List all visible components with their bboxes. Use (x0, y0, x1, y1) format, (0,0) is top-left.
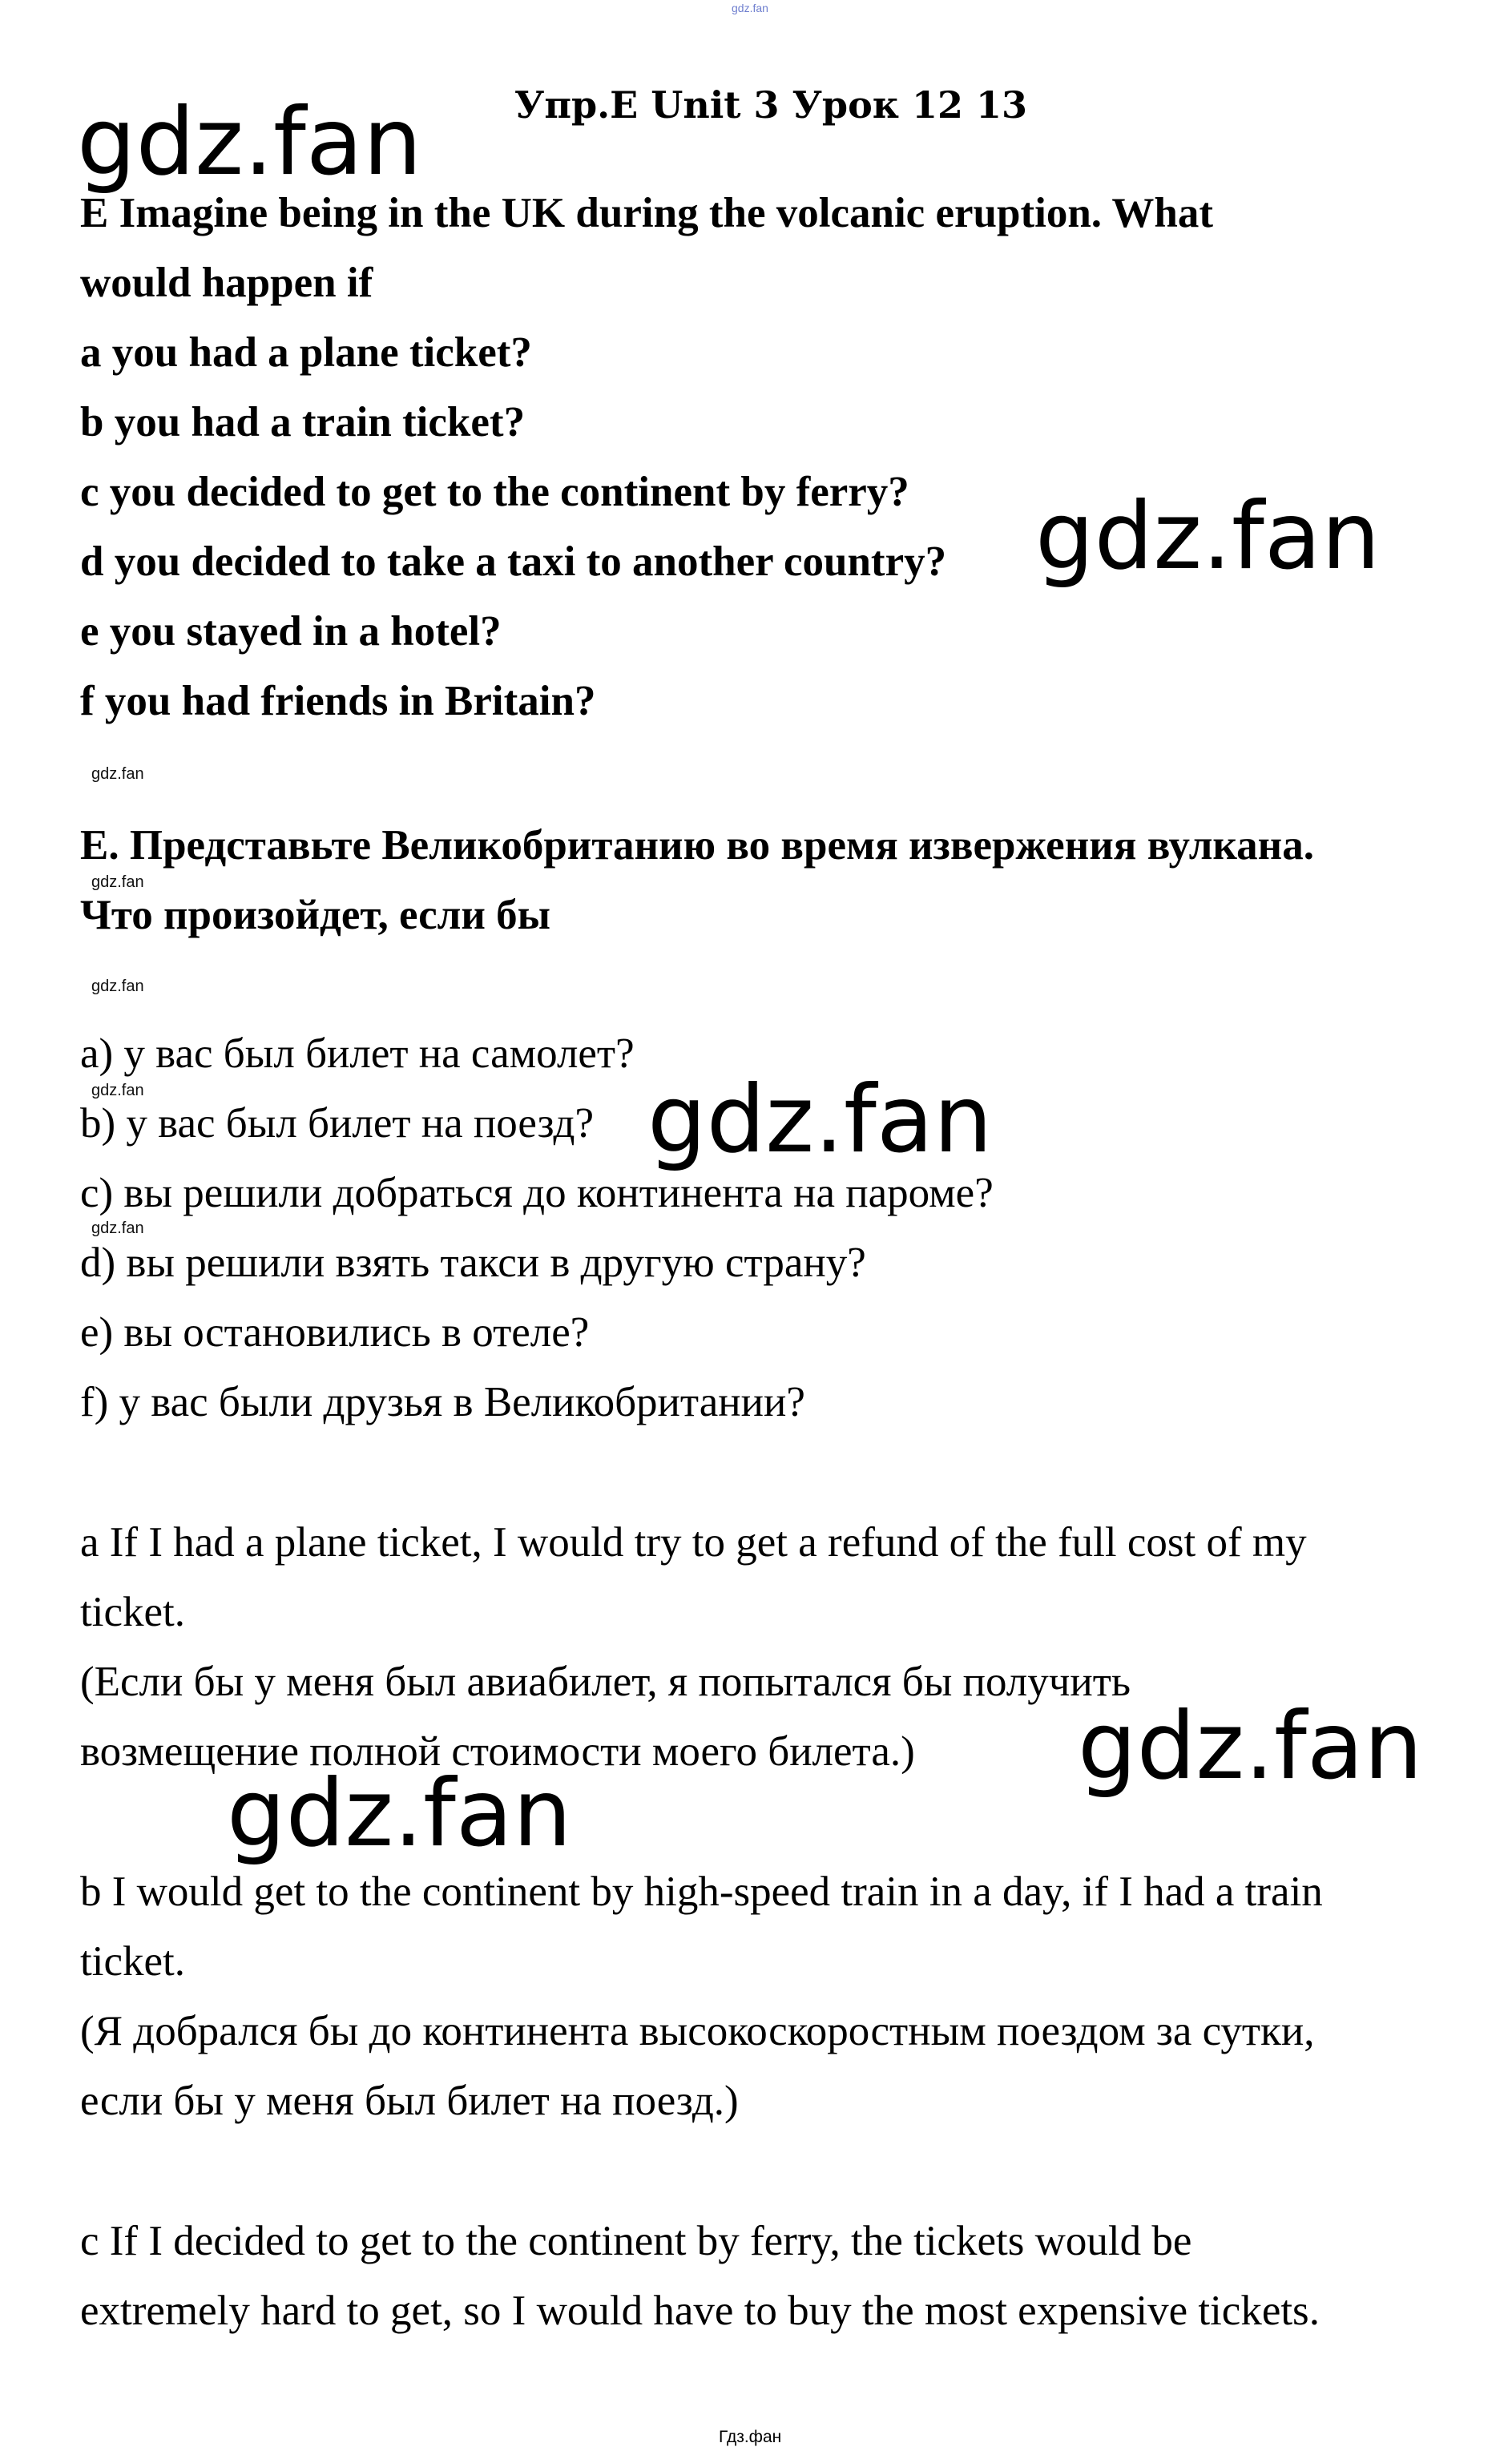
task-item-ru-a: a) у вас был билет на самолет? (80, 1030, 635, 1077)
task-item-ru-c: c) вы решили добраться до континента на пароме? (80, 1170, 994, 1216)
task-item-en-c: c you decided to get to the continent by ferry? (80, 469, 909, 515)
task-item-en-b: b you had a train ticket? (80, 399, 526, 445)
exercise-heading: Упр.E Unit 3 Урок 12 13 (514, 83, 1028, 127)
task-item-en-d: d you decided to take a taxi to another country? (80, 538, 947, 585)
watermark-small: gdz.fan (91, 978, 144, 995)
watermark-large: gdz.fan (227, 1760, 572, 1868)
answer-a-cont: ticket. (80, 1589, 185, 1635)
answer-a: a If I had a plane ticket, I would try to get a refund of the full cost of my (80, 1519, 1307, 1566)
watermark-small: gdz.fan (91, 873, 144, 891)
task-item-en-f: f you had friends in Britain? (80, 678, 596, 724)
answer-c: c If I decided to get to the continent by ferry, the tickets would be (80, 2218, 1192, 2264)
task-intro-ru: E. Представьте Великобританию во время извержения вулкана. (80, 822, 1314, 869)
task-item-ru-b: b) у вас был билет на поезд? (80, 1100, 595, 1147)
task-item-en-a: a you had a plane ticket? (80, 329, 532, 376)
task-item-ru-f: f) у вас были друзья в Великобритании? (80, 1379, 805, 1425)
watermark-large: gdz.fan (1078, 1692, 1423, 1800)
watermark-small: gdz.fan (91, 765, 144, 783)
watermark-top: gdz.fan (732, 2, 768, 14)
answer-a-translation-cont: возмещение полной стоимости моего билета.) (80, 1728, 915, 1775)
footer-watermark: Гдз.фан (719, 2428, 782, 2446)
task-intro-en-cont: would happen if (80, 260, 373, 306)
task-intro-en: E Imagine being in the UK during the volcanic eruption. What (80, 190, 1213, 236)
task-item-en-e: e you stayed in a hotel? (80, 608, 502, 655)
watermark-large: gdz.fan (1035, 482, 1381, 591)
answer-b-cont: ticket. (80, 1938, 185, 1985)
answer-b-translation: (Я добрался бы до континента высокоскоростным поездом за сутки, (80, 2008, 1315, 2054)
watermark-large: gdz.fan (77, 88, 422, 196)
watermark-large: gdz.fan (647, 1066, 993, 1174)
task-item-ru-e: e) вы остановились в отеле? (80, 1309, 590, 1356)
answer-c-cont: extremely hard to get, so I would have to buy the most expensive tickets. (80, 2288, 1320, 2334)
answer-a-translation: (Если бы у меня был авиабилет, я попытался бы получить (80, 1659, 1131, 1705)
watermark-small: gdz.fan (91, 1082, 144, 1099)
watermark-small: gdz.fan (91, 1219, 144, 1237)
answer-b: b I would get to the continent by high-speed train in a day, if I had a train (80, 1869, 1323, 1915)
task-intro-ru-cont: Что произойдет, если бы (80, 892, 551, 938)
task-item-ru-d: d) вы решили взять такси в другую страну? (80, 1240, 866, 1286)
answer-b-translation-cont: если бы у меня был билет на поезд.) (80, 2078, 739, 2124)
